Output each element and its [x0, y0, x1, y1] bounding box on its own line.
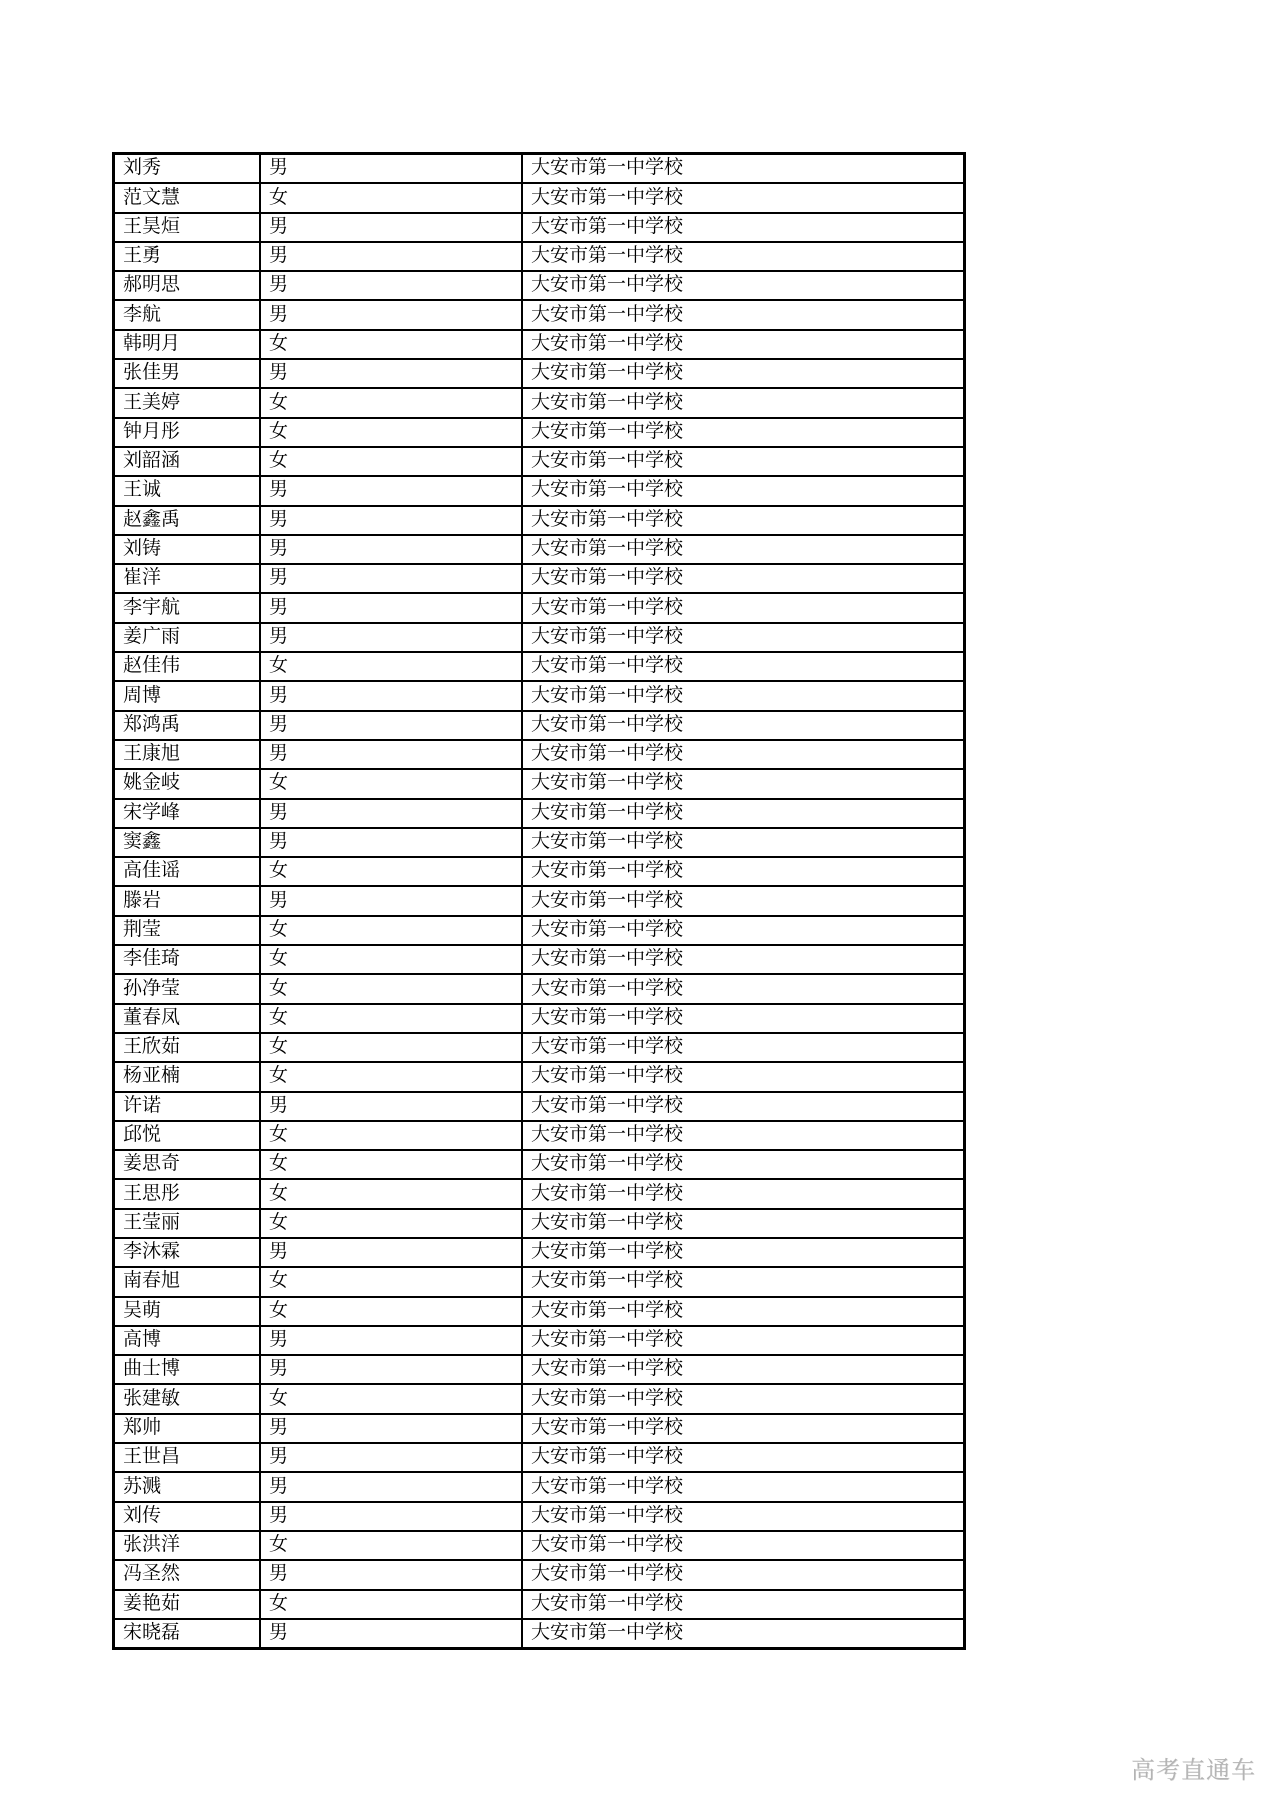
table-row — [114, 652, 965, 681]
table-row — [114, 1033, 965, 1062]
student-school-cell: 大安市第一中学校 — [522, 1238, 965, 1267]
student-school-cell: 大安市第一中学校 — [522, 154, 965, 184]
student-school-cell: 大安市第一中学校 — [522, 1531, 965, 1560]
student-name-cell: 姜思奇 — [114, 1150, 261, 1179]
table-row — [114, 681, 965, 710]
table-row — [114, 183, 965, 212]
student-school-cell: 大安市第一中学校 — [522, 1150, 965, 1179]
student-gender-cell: 男 — [260, 1619, 522, 1649]
student-name-cell: 刘传 — [114, 1502, 261, 1531]
table-row — [114, 886, 965, 915]
student-gender-cell: 女 — [260, 1179, 522, 1208]
table-row — [114, 1326, 965, 1355]
student-school-cell: 大安市第一中学校 — [522, 681, 965, 710]
table-row — [114, 476, 965, 505]
table-row — [114, 1560, 965, 1589]
student-gender-cell: 男 — [260, 506, 522, 535]
student-roster-body — [114, 154, 965, 1649]
table-row — [114, 1619, 965, 1649]
student-gender-cell: 男 — [260, 1355, 522, 1384]
table-row — [114, 799, 965, 828]
student-school-cell: 大安市第一中学校 — [522, 242, 965, 271]
table-row — [114, 1150, 965, 1179]
table-row — [114, 1004, 965, 1033]
student-school-cell: 大安市第一中学校 — [522, 1355, 965, 1384]
student-school-cell: 大安市第一中学校 — [522, 476, 965, 505]
table-row — [114, 300, 965, 329]
student-school-cell: 大安市第一中学校 — [522, 183, 965, 212]
table-row — [114, 623, 965, 652]
student-name-cell: 张洪洋 — [114, 1531, 261, 1560]
student-gender-cell: 女 — [260, 183, 522, 212]
table-row — [114, 330, 965, 359]
student-gender-cell: 女 — [260, 1384, 522, 1413]
student-name-cell: 李航 — [114, 300, 261, 329]
student-school-cell: 大安市第一中学校 — [522, 769, 965, 798]
student-name-cell: 王美婷 — [114, 388, 261, 417]
student-gender-cell: 男 — [260, 623, 522, 652]
student-school-cell: 大安市第一中学校 — [522, 916, 965, 945]
student-school-cell: 大安市第一中学校 — [522, 1092, 965, 1121]
student-school-cell: 大安市第一中学校 — [522, 886, 965, 915]
student-name-cell: 苏溅 — [114, 1472, 261, 1501]
student-gender-cell: 男 — [260, 1414, 522, 1443]
table-row — [114, 242, 965, 271]
student-name-cell: 韩明月 — [114, 330, 261, 359]
student-gender-cell: 女 — [260, 1297, 522, 1326]
table-row — [114, 740, 965, 769]
table-row — [114, 1238, 965, 1267]
student-gender-cell: 男 — [260, 1238, 522, 1267]
student-name-cell: 董春凤 — [114, 1004, 261, 1033]
student-roster-table — [112, 152, 966, 1650]
student-gender-cell: 男 — [260, 154, 522, 184]
table-row — [114, 1267, 965, 1296]
student-school-cell: 大安市第一中学校 — [522, 359, 965, 388]
student-name-cell: 滕岩 — [114, 886, 261, 915]
table-row — [114, 418, 965, 447]
student-gender-cell: 女 — [260, 857, 522, 886]
student-gender-cell: 女 — [260, 916, 522, 945]
watermark-text: 高考直通车 — [1131, 1757, 1256, 1784]
student-school-cell: 大安市第一中学校 — [522, 1004, 965, 1033]
table-row — [114, 154, 965, 184]
student-gender-cell: 男 — [260, 535, 522, 564]
table-row — [114, 1179, 965, 1208]
student-gender-cell: 男 — [260, 1443, 522, 1472]
student-name-cell: 姜艳茹 — [114, 1590, 261, 1619]
table-row — [114, 388, 965, 417]
table-row — [114, 828, 965, 857]
student-gender-cell: 男 — [260, 740, 522, 769]
student-gender-cell: 女 — [260, 1033, 522, 1062]
student-name-cell: 高佳谣 — [114, 857, 261, 886]
student-school-cell: 大安市第一中学校 — [522, 506, 965, 535]
student-name-cell: 王世昌 — [114, 1443, 261, 1472]
table-row — [114, 1472, 965, 1501]
student-school-cell: 大安市第一中学校 — [522, 213, 965, 242]
table-row — [114, 1355, 965, 1384]
student-school-cell: 大安市第一中学校 — [522, 1443, 965, 1472]
student-school-cell: 大安市第一中学校 — [522, 535, 965, 564]
student-gender-cell: 女 — [260, 1062, 522, 1091]
student-school-cell: 大安市第一中学校 — [522, 652, 965, 681]
student-school-cell: 大安市第一中学校 — [522, 1179, 965, 1208]
table-row — [114, 1443, 965, 1472]
table-row — [114, 1297, 965, 1326]
student-name-cell: 冯圣然 — [114, 1560, 261, 1589]
student-gender-cell: 男 — [260, 359, 522, 388]
student-gender-cell: 女 — [260, 945, 522, 974]
table-row — [114, 1209, 965, 1238]
student-name-cell: 王莹丽 — [114, 1209, 261, 1238]
table-row — [114, 1062, 965, 1091]
student-school-cell: 大安市第一中学校 — [522, 945, 965, 974]
student-name-cell: 南春旭 — [114, 1267, 261, 1296]
student-school-cell: 大安市第一中学校 — [522, 740, 965, 769]
student-school-cell: 大安市第一中学校 — [522, 388, 965, 417]
student-school-cell: 大安市第一中学校 — [522, 1472, 965, 1501]
student-name-cell: 郑帅 — [114, 1414, 261, 1443]
student-gender-cell: 男 — [260, 1326, 522, 1355]
table-row — [114, 271, 965, 300]
table-row — [114, 1092, 965, 1121]
student-name-cell: 王昊烜 — [114, 213, 261, 242]
student-name-cell: 王康旭 — [114, 740, 261, 769]
student-gender-cell: 男 — [260, 681, 522, 710]
student-name-cell: 宋学峰 — [114, 799, 261, 828]
student-gender-cell: 男 — [260, 1092, 522, 1121]
student-gender-cell: 男 — [260, 886, 522, 915]
student-name-cell: 李沐霖 — [114, 1238, 261, 1267]
student-school-cell: 大安市第一中学校 — [522, 593, 965, 622]
student-school-cell: 大安市第一中学校 — [522, 857, 965, 886]
student-name-cell: 周博 — [114, 681, 261, 710]
student-gender-cell: 女 — [260, 388, 522, 417]
student-gender-cell: 女 — [260, 1121, 522, 1150]
student-gender-cell: 男 — [260, 711, 522, 740]
student-school-cell: 大安市第一中学校 — [522, 1384, 965, 1413]
student-name-cell: 赵鑫禹 — [114, 506, 261, 535]
student-gender-cell: 男 — [260, 271, 522, 300]
student-gender-cell: 男 — [260, 1560, 522, 1589]
table-row — [114, 1502, 965, 1531]
student-gender-cell: 男 — [260, 213, 522, 242]
student-school-cell: 大安市第一中学校 — [522, 1297, 965, 1326]
student-gender-cell: 女 — [260, 1150, 522, 1179]
table-row — [114, 711, 965, 740]
student-gender-cell: 男 — [260, 300, 522, 329]
student-name-cell: 姜广雨 — [114, 623, 261, 652]
student-name-cell: 崔洋 — [114, 564, 261, 593]
student-name-cell: 杨亚楠 — [114, 1062, 261, 1091]
table-row — [114, 213, 965, 242]
student-name-cell: 王思彤 — [114, 1179, 261, 1208]
table-row — [114, 857, 965, 886]
student-school-cell: 大安市第一中学校 — [522, 711, 965, 740]
student-gender-cell: 女 — [260, 1531, 522, 1560]
student-school-cell: 大安市第一中学校 — [522, 1326, 965, 1355]
student-name-cell: 王诚 — [114, 476, 261, 505]
student-gender-cell: 男 — [260, 828, 522, 857]
student-name-cell: 许诺 — [114, 1092, 261, 1121]
student-gender-cell: 男 — [260, 593, 522, 622]
student-school-cell: 大安市第一中学校 — [522, 1619, 965, 1649]
student-gender-cell: 女 — [260, 1209, 522, 1238]
table-row — [114, 535, 965, 564]
student-name-cell: 张佳男 — [114, 359, 261, 388]
student-gender-cell: 女 — [260, 330, 522, 359]
student-gender-cell: 女 — [260, 1267, 522, 1296]
student-gender-cell: 女 — [260, 447, 522, 476]
student-name-cell: 王勇 — [114, 242, 261, 271]
table-row — [114, 1121, 965, 1150]
student-name-cell: 赵佳伟 — [114, 652, 261, 681]
student-gender-cell: 女 — [260, 1590, 522, 1619]
table-row — [114, 769, 965, 798]
student-name-cell: 刘韶涵 — [114, 447, 261, 476]
table-row — [114, 945, 965, 974]
table-row — [114, 359, 965, 388]
student-school-cell: 大安市第一中学校 — [522, 564, 965, 593]
student-gender-cell: 女 — [260, 652, 522, 681]
student-school-cell: 大安市第一中学校 — [522, 418, 965, 447]
student-name-cell: 钟月彤 — [114, 418, 261, 447]
student-school-cell: 大安市第一中学校 — [522, 1267, 965, 1296]
table-row — [114, 1384, 965, 1413]
table-row — [114, 593, 965, 622]
student-school-cell: 大安市第一中学校 — [522, 799, 965, 828]
student-name-cell: 窦鑫 — [114, 828, 261, 857]
student-name-cell: 姚金岐 — [114, 769, 261, 798]
table-row — [114, 506, 965, 535]
student-name-cell: 孙净莹 — [114, 974, 261, 1003]
student-school-cell: 大安市第一中学校 — [522, 1121, 965, 1150]
student-gender-cell: 女 — [260, 418, 522, 447]
student-name-cell: 吴萌 — [114, 1297, 261, 1326]
student-name-cell: 刘铸 — [114, 535, 261, 564]
student-name-cell: 张建敏 — [114, 1384, 261, 1413]
table-row — [114, 1531, 965, 1560]
student-school-cell: 大安市第一中学校 — [522, 447, 965, 476]
student-name-cell: 王欣茹 — [114, 1033, 261, 1062]
student-school-cell: 大安市第一中学校 — [522, 1209, 965, 1238]
student-gender-cell: 男 — [260, 564, 522, 593]
student-gender-cell: 男 — [260, 1472, 522, 1501]
student-school-cell: 大安市第一中学校 — [522, 1502, 965, 1531]
student-name-cell: 荆莹 — [114, 916, 261, 945]
student-school-cell: 大安市第一中学校 — [522, 828, 965, 857]
student-school-cell: 大安市第一中学校 — [522, 330, 965, 359]
student-name-cell: 高博 — [114, 1326, 261, 1355]
student-gender-cell: 男 — [260, 476, 522, 505]
table-row — [114, 974, 965, 1003]
student-name-cell: 郑鸿禹 — [114, 711, 261, 740]
student-name-cell: 李佳琦 — [114, 945, 261, 974]
student-school-cell: 大安市第一中学校 — [522, 1560, 965, 1589]
student-school-cell: 大安市第一中学校 — [522, 271, 965, 300]
student-school-cell: 大安市第一中学校 — [522, 1033, 965, 1062]
student-school-cell: 大安市第一中学校 — [522, 623, 965, 652]
student-name-cell: 刘秀 — [114, 154, 261, 184]
table-row — [114, 1414, 965, 1443]
student-school-cell: 大安市第一中学校 — [522, 300, 965, 329]
student-gender-cell: 女 — [260, 769, 522, 798]
student-name-cell: 邱悦 — [114, 1121, 261, 1150]
student-school-cell: 大安市第一中学校 — [522, 1062, 965, 1091]
student-name-cell: 宋晓磊 — [114, 1619, 261, 1649]
student-school-cell: 大安市第一中学校 — [522, 1590, 965, 1619]
table-row — [114, 564, 965, 593]
student-name-cell: 曲士博 — [114, 1355, 261, 1384]
table-row — [114, 916, 965, 945]
student-name-cell: 李宇航 — [114, 593, 261, 622]
table-row — [114, 447, 965, 476]
student-school-cell: 大安市第一中学校 — [522, 1414, 965, 1443]
student-name-cell: 范文慧 — [114, 183, 261, 212]
student-gender-cell: 女 — [260, 1004, 522, 1033]
student-gender-cell: 男 — [260, 1502, 522, 1531]
table-row — [114, 1590, 965, 1619]
student-gender-cell: 男 — [260, 799, 522, 828]
student-gender-cell: 男 — [260, 242, 522, 271]
student-name-cell: 郝明思 — [114, 271, 261, 300]
student-gender-cell: 女 — [260, 974, 522, 1003]
student-school-cell: 大安市第一中学校 — [522, 974, 965, 1003]
